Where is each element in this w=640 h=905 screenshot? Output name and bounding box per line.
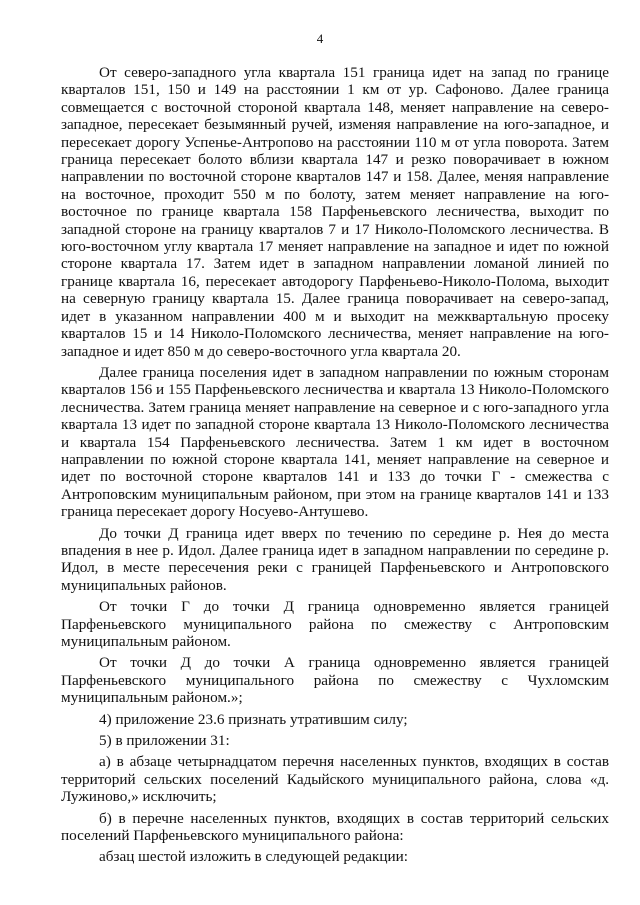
paragraph-point-d: До точки Д граница идет вверх по течению по середине р. Нея до места впадения в нее р. Идол. Далее граница идет в западном направлении по середине р. Идол, в месте пересечения реки с границей Парфеньевского и Антроповского муниципальных районов. [61,524,609,594]
document-body [61,64,609,870]
page-number: 4 [316,31,324,46]
paragraph-item-4: 4) приложение 23.6 признать утратившим силу; [99,710,408,728]
paragraph-boundary-west: Далее граница поселения идет в западном направлении по южным сторонам кварталов 156 и 155 Парфеньевского лесничества и квартала 13 Николо-Поломского лесничества. Затем граница меняет направление на северное и с юго-западного угла квартала 13 идет по западной стороне квартала 13 Николо-Поломского лесничества и квартала 154 Парфеньевского лесничества. Затем 1 км идет в восточном направлении по южной стороне квартала 141, меняет направление на северное и идет по восточной стороне кварталов 141 и 133 до точки Г - смежества с Антроповским муниципальным районом, при этом на границе кварталов 141 и 133 граница пересекает дорогу Носуево-Антушево. [61,363,609,521]
paragraph-abzac-6: абзац шестой изложить в следующей редакции: [99,848,408,866]
paragraph-d-to-a: От точки Д до точки А граница одновременно является границей Парфеньевского муниципального района по смежеству с Чухломским муниципальным районом.»; [61,654,609,707]
paragraph-item-5a: а) в абзаце четырнадцатом перечня населенных пунктов, входящих в состав территорий сельских поселений Кадыйского муниципального района, слова «д. Лужиново,» исключить; [61,753,609,806]
paragraph-g-to-d: От точки Г до точки Д граница одновременно является границей Парфеньевского муниципального района по смежеству с Антроповским муниципальным районом. [61,598,609,650]
paragraph-item-5: 5) в приложении 31: [99,732,230,750]
paragraph-item-5b: б) в перечне населенных пунктов, входящих в состав территорий сельских поселений Парфеньевского муниципального района: [61,809,609,845]
paragraph-boundary-description: От северо-западного угла квартала 151 граница идет на запад по границе кварталов 151, 150 и 149 на расстоянии 1 км от ур. Сафоново. Далее граница совмещается с восточной стороной квартала 148, меняет направление на северо-западное, пересекает безымянный ручей, изменяя направление на юго-западное, и пересекает дорогу Успенье-Антропово на расстоянии 110 м от угла поворота. Затем граница пересекает болото вблизи квартала 147 и резко поворачивает в южном направлении по восточной стороне кварталов 147 и 158. Далее, меняя направление на восточное, проходит 550 м по болоту, затем меняет направление на юго-восточное по границе квартала 158 Парфеньевского лесничества, выходит по западной стороне на границу кварталов 7 и 17 Николо-Поломского лесничества. В юго-восточном углу квартала 17 меняет направление на западное и идет по южной стороне квартала 17. Затем идет в западном направлении ломаной линией по границе квартала 16, пересекает автодорогу Парфеньево-Николо-Полома, выходит на северную границу квартала 15. Далее граница поворачивает на северо-запад, идет в указанном направлении 400 м и выходит на межквартальную просеку кварталов 15 и 14 Николо-Поломского лесничества, меняет направление на юго-западное и идет 850 м до северо-восточного угла квартала 20. [61,64,609,360]
